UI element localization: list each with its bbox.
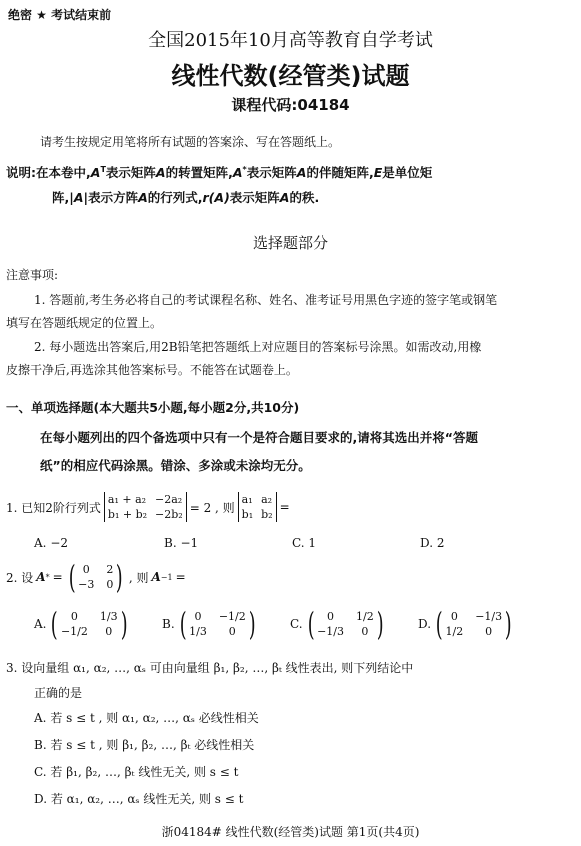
notice-item-2: 2. 每小题选出答案后,用2B铅笔把答题纸上对应题目的答案标号涂黑。如需改动,用橡 — [34, 340, 482, 354]
matrix-cell: 0 — [361, 625, 369, 638]
left-paren: ( — [307, 605, 315, 643]
q1-text: = 2 , 则 — [189, 500, 235, 515]
page-footer: 浙04184# 线性代数(经管类)试题 第1页(共4页) — [161, 825, 420, 839]
q1-text: = — [279, 500, 290, 514]
option-label: B. — [162, 617, 175, 631]
q2-option-c — [290, 605, 386, 643]
symbol-e: E — [373, 165, 383, 180]
matrix-cell: 1/2 — [445, 625, 464, 638]
notation-text: 是单位矩 — [382, 165, 433, 180]
symbol-rank: r(A) — [202, 190, 230, 205]
q2-option-a — [34, 605, 130, 643]
matrix-cell: 0 — [106, 578, 114, 591]
notation-line-1 — [6, 163, 432, 181]
notation-text: 表示矩阵 — [105, 165, 156, 180]
symbol-adjoint: * — [242, 164, 247, 174]
det-cell: −2b₂ — [155, 508, 183, 521]
matrix-cell: 0 — [194, 610, 202, 623]
symbol-transpose: T — [100, 164, 106, 174]
right-paren: ) — [376, 605, 384, 643]
q2-option-d — [418, 605, 515, 643]
course-code: 课程代码:04184 — [231, 96, 350, 114]
notation-text: 的秩. — [289, 190, 320, 205]
part-1-instructions: 在每小题列出的四个备选项中只有一个是符合题目要求的,请将其选出并将“答题 — [40, 430, 478, 445]
option-text: 若 s ≤ t , 则 α₁, α₂, …, αₛ 必线性相关 — [50, 711, 259, 725]
option-label: D. — [418, 617, 432, 631]
q1-option-a — [34, 536, 68, 550]
option-label: B. — [164, 536, 177, 550]
det-cell: −2a₂ — [155, 493, 183, 506]
section-title: 选择题部分 — [252, 234, 328, 252]
option-label: D. — [420, 536, 434, 550]
notation-text: 表示矩阵 — [229, 190, 280, 205]
q2-matrix — [66, 558, 126, 596]
matrix-cell: 0 — [228, 625, 236, 638]
q3-option-a — [34, 709, 259, 726]
option-label: A. — [34, 617, 47, 631]
q2-option-b — [162, 605, 258, 643]
notation-text: 在本卷中, — [36, 165, 91, 180]
part-1-title: 一、单项选择题(本大题共5小题,每小题2分,共10分) — [6, 400, 300, 415]
matrix-cell: 2 — [106, 563, 114, 576]
left-paren: ( — [435, 605, 443, 643]
det-cell: b₁ — [241, 508, 254, 521]
q2-text: 2. 设 — [6, 570, 34, 585]
q1-option-c — [292, 536, 316, 550]
matrix-cell: −1/3 — [475, 610, 503, 623]
symbol-inverse: −1 — [160, 572, 173, 582]
option-label: C. — [290, 617, 303, 631]
matrix-cell: 0 — [105, 625, 113, 638]
notice-title: 注意事项: — [6, 268, 59, 282]
option-text: 2 — [436, 536, 445, 550]
matrix-cell: 1/2 — [355, 610, 374, 623]
exam-title: 全国2015年10月高等教育自学考试 — [148, 30, 433, 51]
option-label: A. — [34, 536, 47, 550]
notice-item-2-cont: 皮擦干净后,再选涂其他答案标号。不能答在试题卷上。 — [6, 363, 298, 377]
left-paren: ( — [51, 605, 59, 643]
q1-determinant-2 — [238, 492, 277, 522]
left-paren: ( — [179, 605, 187, 643]
det-cell: a₁ + a₂ — [107, 493, 147, 506]
symbol-adjoint: * — [45, 572, 50, 582]
q2-text: = — [52, 570, 63, 584]
option-label: B. — [34, 738, 47, 752]
det-cell: b₂ — [261, 508, 273, 521]
matrix-cell: 0 — [70, 610, 78, 623]
matrix-cell: 1/3 — [99, 610, 118, 623]
subject-title: 线性代数(经管类)试题 — [171, 62, 410, 90]
q3-option-b — [34, 736, 254, 753]
q3-option-c — [34, 763, 238, 780]
matrix-cell: −1/3 — [317, 625, 344, 638]
symbol-a: A — [151, 570, 161, 584]
option-label: C. — [292, 536, 305, 550]
notation-text: 表示矩阵 — [246, 165, 297, 180]
option-text: 若 α₁, α₂, …, αₛ 线性无关, 则 s ≤ t — [50, 792, 244, 806]
option-label: C. — [34, 765, 47, 779]
symbol-a: A — [279, 190, 290, 205]
notation-text: 表示方阵 — [88, 190, 139, 205]
right-paren: ) — [116, 558, 124, 596]
det-cell: a₁ — [241, 493, 253, 506]
notation-text: 的伴随矩阵, — [306, 165, 374, 180]
q3-option-d — [34, 790, 243, 807]
symbol-a: A — [232, 165, 243, 180]
option-text: −1 — [180, 536, 199, 550]
symbol-a: A — [155, 165, 166, 180]
matrix-cell: −3 — [78, 578, 95, 591]
right-paren: ) — [120, 605, 128, 643]
option-text: −2 — [50, 536, 69, 550]
option-label: A. — [34, 711, 47, 725]
symbol-a: A — [296, 165, 307, 180]
question-2-stem — [6, 558, 186, 596]
left-paren: ( — [68, 558, 76, 596]
symbol-a: A — [138, 190, 148, 205]
matrix-cell: −1/2 — [60, 625, 88, 638]
q1-option-b — [164, 536, 198, 550]
notation-text: 的行列式, — [147, 190, 203, 205]
matrix-cell: −1/2 — [218, 610, 246, 623]
matrix-cell: 0 — [485, 625, 493, 638]
notation-text: 的转置矩阵, — [165, 165, 233, 180]
option-label: D. — [34, 792, 48, 806]
notation-label: 说明: — [6, 165, 36, 180]
symbol-det-a: |A| — [69, 190, 89, 205]
notice-item-1-cont: 填写在答题纸规定的位置上。 — [6, 316, 163, 330]
det-cell: b₁ + b₂ — [107, 508, 148, 521]
q1-determinant-1 — [104, 492, 187, 522]
det-cell: a₂ — [261, 493, 273, 506]
q2-text: , 则 — [128, 570, 149, 585]
question-3-stem: 3. 设向量组 α₁, α₂, …, αₛ 可由向量组 β₁, β₂, …, βₜ 线性表出, 则下列结论中 — [6, 661, 414, 675]
matrix-cell: 1/3 — [189, 625, 207, 638]
matrix-cell: 0 — [327, 610, 335, 623]
notation-line-2 — [52, 188, 319, 206]
intro-text: 请考生按规定用笔将所有试题的答案涂、写在答题纸上。 — [40, 135, 341, 149]
option-text: 若 s ≤ t , 则 β₁, β₂, …, βₜ 必线性相关 — [50, 738, 255, 752]
q2-text: = — [175, 570, 186, 584]
right-paren: ) — [248, 605, 256, 643]
notice-item-1: 1. 答题前,考生务必将自己的考试课程名称、姓名、准考证号用黑色字迹的签字笔或钢笔 — [34, 293, 498, 307]
matrix-cell: 0 — [82, 563, 90, 576]
option-text: 1 — [308, 536, 317, 550]
symbol-a: A — [90, 165, 101, 180]
option-text: 若 β₁, β₂, …, βₜ 线性无关, 则 s ≤ t — [50, 765, 239, 779]
question-3-stem-cont: 正确的是 — [34, 686, 83, 700]
question-1-stem — [6, 492, 290, 522]
q1-text: 1. 已知2阶行列式 — [6, 500, 101, 515]
notation-text: 阵, — [52, 190, 70, 205]
symbol-a: A — [36, 570, 46, 584]
matrix-cell: 0 — [450, 610, 458, 623]
confidential-mark: 绝密 ★ 考试结束前 — [8, 8, 112, 22]
right-paren: ) — [504, 605, 512, 643]
part-1-instructions-cont: 纸”的相应代码涂黑。错涂、多涂或未涂均无分。 — [40, 458, 311, 473]
q1-option-d — [420, 536, 444, 550]
